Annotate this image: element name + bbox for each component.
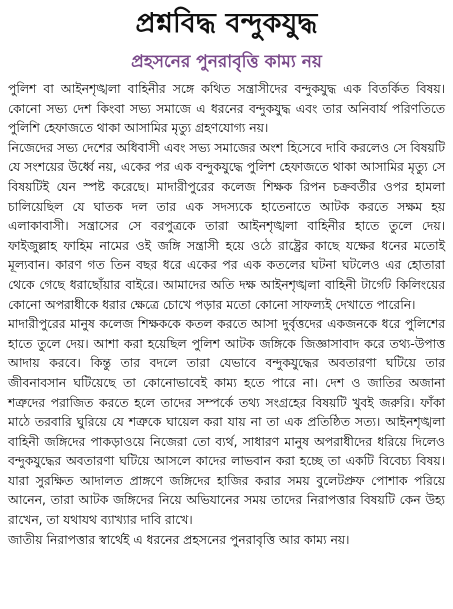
paragraph: নিজেদের সভ্য দেশের অধিবাসী এবং সভ্য সমাজের অংশ হিসেবে দাবি করলেও সে বিষয়টি যে সংশয়ের উর্ধ্বে নয়, একের পর এক বন্দুকযুদ্ধে পুলিশ হেফাজতে থাকা আসামির মৃত্যু সে বিষয়টিই যেন স্পষ্ট করেছে। মাদারীপুরের কলেজ শিক্ষক রিপন চক্রবর্তীর ওপর হামলা চালিয়েছিল যে ঘাতক দল তার এক সদস্যকে হাতেনাতে আটক করতে সক্ষম হয় এলাকাবাসী। সন্ত্রাসের সে বরপুত্রকে তারা আইনশৃঙ্খলা বাহিনীর হাতে তুলে দেয়। ফাইজুল্লাহ ফাহিম নামের ওই জঙ্গি সন্ত্রাসী হয়ে ওঠে রাষ্ট্রের কাছে যক্ষের ধনের মতোই মূল্যবান। কারণ গত তিন বছর ধরে একের পর এক কতলের ঘটনা ঘটলেও এর হোতারা থেকে গেছে ধরাছোঁয়ার বাইরে। আমাদের অতি দক্ষ আইনশৃঙ্খলা বাহিনী টার্গেট কিলিংয়ের কোনো অপরাধীকে ধরার ক্ষেত্রে চোখে পড়ার মতো কোনো সাফল্যই দেখাতে পারেনি। [8,140,445,312]
paragraph: জাতীয় নিরাপত্তার স্বার্থেই এ ধরনের প্রহসনের পুনরাবৃত্তি আর কাম্য নয়। [8,532,350,547]
subheadline: প্রহসনের পুনরাবৃত্তি কাম্য নয় [131,52,322,72]
paragraph: মাদারীপুরের মানুষ কলেজ শিক্ষককে কতল করতে আসা দুর্বৃত্তদের একজনকে ধরে পুলিশের হাতে তুলে দেয়। আশা করা হয়েছিল পুলিশ আটক জঙ্গিকে জিজ্ঞাসাবাদ করে তথ্য-উপাত্ত আদায় করবে। কিন্তু তার বদলে তারা যেভাবে বন্দুকযুদ্ধের অবতারণা ঘটিয়ে তার জীবনাবসান ঘটিয়েছে তা কোনোভাবেই কাম্য হতে পারে না। দেশ ও জাতির অজানা শত্রুদের পরাজিত করতে হলে তাদের সম্পর্কে তথ্য সংগ্রহের বিষয়টি খুবই জরুরি। ফাঁকা মাঠে তরবারি ঘুরিয়ে যে শত্রুকে ঘায়েল করা যায় না তা এক প্রতিষ্ঠিত সত্য। আইনশৃঙ্খলা বাহিনী জঙ্গিদের পাকড়াওয়ে নিজেরা তো ব্যর্থ, সাধারণ মানুষ অপরাধীদের ধরিয়ে দিলেও বন্দুকযুদ্ধের অবতারণা ঘটিয়ে আসলে কাদের লাভবান করা হচ্ছে তা একটি বিবেচ্য বিষয়। যারা সুরক্ষিত আদালত প্রাঙ্গণে জঙ্গিদের হাজির করার সময় বুলেটপ্রুফ পোশাক পরিয়ে আনেন, তারা আটক জঙ্গিদের নিয়ে অভিযানের সময় তাদের নিরাপত্তার বিষয়টি কেন উহ্য রাখেন, তা যথাযথ ব্যাখ্যার দাবি রাখে। [8,317,445,528]
paragraph: পুলিশ বা আইনশৃঙ্খলা বাহিনীর সঙ্গে কথিত সন্ত্রাসীদের বন্দুকযুদ্ধ এক বিতর্কিত বিষয়। কোনো সভ্য দেশ কিংবা সভ্য সমাজে এ ধরনের বন্দুকযুদ্ধ এবং তার অনিবার্য পরিণতিতে পুলিশি হেফাজতে থাকা আসামির মৃত্যু গ্রহণযোগ্য নয়। [8,82,445,136]
headline: প্রশ্নবিদ্ধ বন্দুকযুদ্ধ [135,8,318,39]
article-body [8,80,445,550]
